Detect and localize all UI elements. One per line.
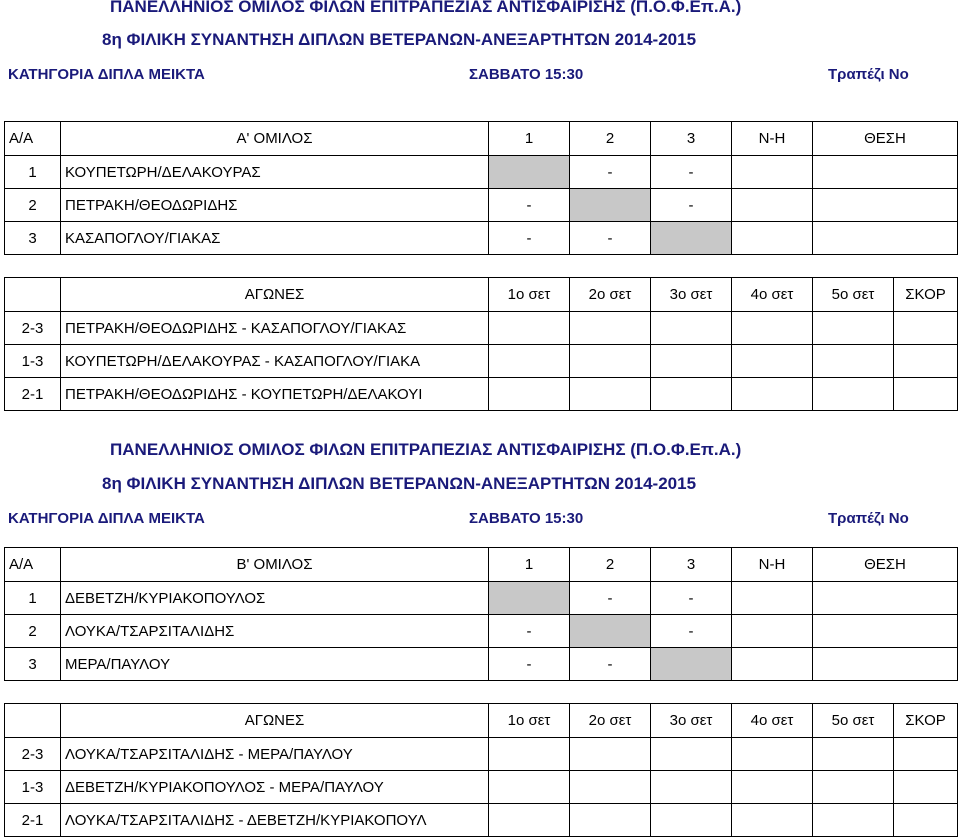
team-row (5, 156, 958, 189)
org-title: ΠΑΝΕΛΛΗΝΙΟΣ ΟΜΙΛΟΣ ΦΙΛΩΝ ΕΠΙΤΡΑΠΕΖΙΑΣ ΑΝΤΙΣΦΑΙΡΙΣΗΣ (Π.Ο.Φ.Επ.Α.) (110, 440, 742, 459)
match-pair: 2-3 (5, 738, 61, 771)
header-col-2: 2 (570, 548, 651, 582)
header-col-3: 3 (651, 548, 732, 582)
position-cell (813, 156, 958, 189)
score-cell (894, 312, 958, 345)
wins-losses-cell (732, 222, 813, 255)
result-cell: - (651, 615, 732, 648)
match-name: ΠΕΤΡΑΚΗ/ΘΕΟΔΩΡΙΔΗΣ - ΚΟΥΠΕΤΩΡΗ/ΔΕΛΑΚΟΥΙ (61, 378, 489, 411)
result-cell-self (570, 189, 651, 222)
matches-header-blank (5, 704, 61, 738)
set-cell (813, 378, 894, 411)
table-number-label: Τραπέζι Νο (828, 66, 909, 83)
result-cell: - (651, 582, 732, 615)
result-cell-self (570, 615, 651, 648)
header-set-2: 2ο σετ (570, 704, 651, 738)
result-cell: - (489, 648, 570, 681)
set-cell (651, 378, 732, 411)
header-set-5: 5ο σετ (813, 278, 894, 312)
score-cell (894, 378, 958, 411)
result-cell: - (489, 189, 570, 222)
match-row (5, 378, 958, 411)
set-cell (570, 345, 651, 378)
match-name: ΠΕΤΡΑΚΗ/ΘΕΟΔΩΡΙΔΗΣ - ΚΑΣΑΠΟΓΛΟΥ/ΓΙΑΚΑΣ (61, 312, 489, 345)
header-set-4: 4ο σετ (732, 704, 813, 738)
set-cell (813, 804, 894, 837)
set-cell (732, 345, 813, 378)
match-name: ΔΕΒΕΤΖΗ/ΚΥΡΙΑΚΟΠΟΥΛΟΣ - ΜΕΡΑ/ΠΑΥΛΟΥ (61, 771, 489, 804)
header-col-3: 3 (651, 122, 732, 156)
group-b-standings-table (4, 547, 958, 681)
set-cell (651, 771, 732, 804)
set-cell (570, 312, 651, 345)
team-row (5, 582, 958, 615)
set-cell (813, 312, 894, 345)
team-number: 2 (5, 615, 61, 648)
match-row (5, 312, 958, 345)
standings-header-row (5, 548, 958, 582)
header-set-1: 1ο σετ (489, 704, 570, 738)
match-name: ΛΟΥΚΑ/ΤΣΑΡΣΙΤΑΛΙΔΗΣ - ΜΕΡΑ/ΠΑΥΛΟΥ (61, 738, 489, 771)
match-pair: 1-3 (5, 345, 61, 378)
match-row (5, 345, 958, 378)
wins-losses-cell (732, 189, 813, 222)
team-number: 1 (5, 156, 61, 189)
team-name: ΚΑΣΑΠΟΓΛΟΥ/ΓΙΑΚΑΣ (61, 222, 489, 255)
set-cell (813, 771, 894, 804)
team-name: ΜΕΡΑ/ΠΑΥΛΟΥ (61, 648, 489, 681)
set-cell (651, 312, 732, 345)
set-cell (489, 345, 570, 378)
result-cell: - (570, 648, 651, 681)
matches-header-blank (5, 278, 61, 312)
header-group: Β' ΟΜΙΛΟΣ (61, 548, 489, 582)
team-row (5, 189, 958, 222)
set-cell (813, 738, 894, 771)
header-set-3: 3ο σετ (651, 704, 732, 738)
header-set-4: 4ο σετ (732, 278, 813, 312)
header-set-1: 1ο σετ (489, 278, 570, 312)
set-cell (651, 738, 732, 771)
group-a-standings-table (4, 121, 958, 255)
datetime-label: ΣΑΒΒΑΤΟ 15:30 (469, 510, 584, 527)
header-wins-losses: Ν-Η (732, 548, 813, 582)
result-cell-self (489, 156, 570, 189)
header-position: ΘΕΣΗ (813, 548, 958, 582)
standings-header-row (5, 122, 958, 156)
wins-losses-cell (732, 648, 813, 681)
position-cell (813, 222, 958, 255)
match-pair: 2-1 (5, 378, 61, 411)
header-aa: Α/Α (5, 548, 61, 582)
header-score: ΣΚΟΡ (894, 704, 958, 738)
set-cell (570, 378, 651, 411)
result-cell-self (489, 582, 570, 615)
team-number: 1 (5, 582, 61, 615)
result-cell: - (570, 222, 651, 255)
set-cell (489, 312, 570, 345)
set-cell (570, 738, 651, 771)
set-cell (813, 345, 894, 378)
result-cell: - (651, 156, 732, 189)
team-name: ΚΟΥΠΕΤΩΡΗ/ΔΕΛΑΚΟΥΡΑΣ (61, 156, 489, 189)
team-number: 3 (5, 648, 61, 681)
position-cell (813, 582, 958, 615)
result-cell: - (570, 582, 651, 615)
match-pair: 2-1 (5, 804, 61, 837)
match-row (5, 771, 958, 804)
result-cell: - (651, 189, 732, 222)
match-row (5, 804, 958, 837)
team-name: ΠΕΤΡΑΚΗ/ΘΕΟΔΩΡΙΔΗΣ (61, 189, 489, 222)
category-label: ΚΑΤΗΓΟΡΙΑ ΔΙΠΛΑ ΜΕΙΚΤΑ (8, 510, 205, 527)
team-name: ΔΕΒΕΤΖΗ/ΚΥΡΙΑΚΟΠΟΥΛΟΣ (61, 582, 489, 615)
category-label: ΚΑΤΗΓΟΡΙΑ ΔΙΠΛΑ ΜΕΙΚΤΑ (8, 66, 205, 83)
score-cell (894, 804, 958, 837)
score-cell (894, 771, 958, 804)
team-number: 2 (5, 189, 61, 222)
match-pair: 1-3 (5, 771, 61, 804)
score-cell (894, 345, 958, 378)
matches-header-label: ΑΓΩΝΕΣ (61, 704, 489, 738)
header-position: ΘΕΣΗ (813, 122, 958, 156)
wins-losses-cell (732, 156, 813, 189)
team-row (5, 648, 958, 681)
header-set-5: 5ο σετ (813, 704, 894, 738)
set-cell (651, 345, 732, 378)
match-name: ΛΟΥΚΑ/ΤΣΑΡΣΙΤΑΛΙΔΗΣ - ΔΕΒΕΤΖΗ/ΚΥΡΙΑΚΟΠΟΥΛ (61, 804, 489, 837)
match-row (5, 738, 958, 771)
wins-losses-cell (732, 582, 813, 615)
result-cell-self (651, 648, 732, 681)
set-cell (732, 312, 813, 345)
set-cell (489, 378, 570, 411)
matches-header-row (5, 278, 958, 312)
datetime-label: ΣΑΒΒΑΤΟ 15:30 (469, 66, 584, 83)
header-group: Α' ΟΜΙΛΟΣ (61, 122, 489, 156)
wins-losses-cell (732, 615, 813, 648)
header-wins-losses: Ν-Η (732, 122, 813, 156)
set-cell (651, 804, 732, 837)
set-cell (732, 804, 813, 837)
position-cell (813, 615, 958, 648)
set-cell (570, 771, 651, 804)
position-cell (813, 648, 958, 681)
team-number: 3 (5, 222, 61, 255)
header-col-1: 1 (489, 548, 570, 582)
position-cell (813, 189, 958, 222)
result-cell: - (489, 222, 570, 255)
match-name: ΚΟΥΠΕΤΩΡΗ/ΔΕΛΑΚΟΥΡΑΣ - ΚΑΣΑΠΟΓΛΟΥ/ΓΙΑΚΑ (61, 345, 489, 378)
org-title: ΠΑΝΕΛΛΗΝΙΟΣ ΟΜΙΛΟΣ ΦΙΛΩΝ ΕΠΙΤΡΑΠΕΖΙΑΣ ΑΝΤΙΣΦΑΙΡΙΣΗΣ (Π.Ο.Φ.Επ.Α.) (110, 0, 742, 16)
header-score: ΣΚΟΡ (894, 278, 958, 312)
header-set-2: 2ο σετ (570, 278, 651, 312)
set-cell (570, 804, 651, 837)
match-pair: 2-3 (5, 312, 61, 345)
matches-header-label: ΑΓΩΝΕΣ (61, 278, 489, 312)
header-col-2: 2 (570, 122, 651, 156)
header-col-1: 1 (489, 122, 570, 156)
result-cell: - (489, 615, 570, 648)
set-cell (732, 738, 813, 771)
group-b-matches-table (4, 703, 958, 837)
set-cell (489, 804, 570, 837)
group-a-matches-table (4, 277, 958, 411)
set-cell (732, 771, 813, 804)
result-cell: - (570, 156, 651, 189)
header-set-3: 3ο σετ (651, 278, 732, 312)
team-name: ΛΟΥΚΑ/ΤΣΑΡΣΙΤΑΛΙΔΗΣ (61, 615, 489, 648)
team-row (5, 615, 958, 648)
table-number-label: Τραπέζι Νο (828, 510, 909, 527)
set-cell (732, 378, 813, 411)
team-row (5, 222, 958, 255)
score-cell (894, 738, 958, 771)
set-cell (489, 738, 570, 771)
event-title: 8η ΦΙΛΙΚΗ ΣΥΝΑΝΤΗΣΗ ΔΙΠΛΩΝ ΒΕΤΕΡΑΝΩΝ-ΑΝΕΞΑΡΤΗΤΩΝ 2014-2015 (102, 474, 697, 493)
matches-header-row (5, 704, 958, 738)
set-cell (489, 771, 570, 804)
result-cell-self (651, 222, 732, 255)
event-title: 8η ΦΙΛΙΚΗ ΣΥΝΑΝΤΗΣΗ ΔΙΠΛΩΝ ΒΕΤΕΡΑΝΩΝ-ΑΝΕΞΑΡΤΗΤΩΝ 2014-2015 (102, 30, 697, 49)
header-aa: Α/Α (5, 122, 61, 156)
